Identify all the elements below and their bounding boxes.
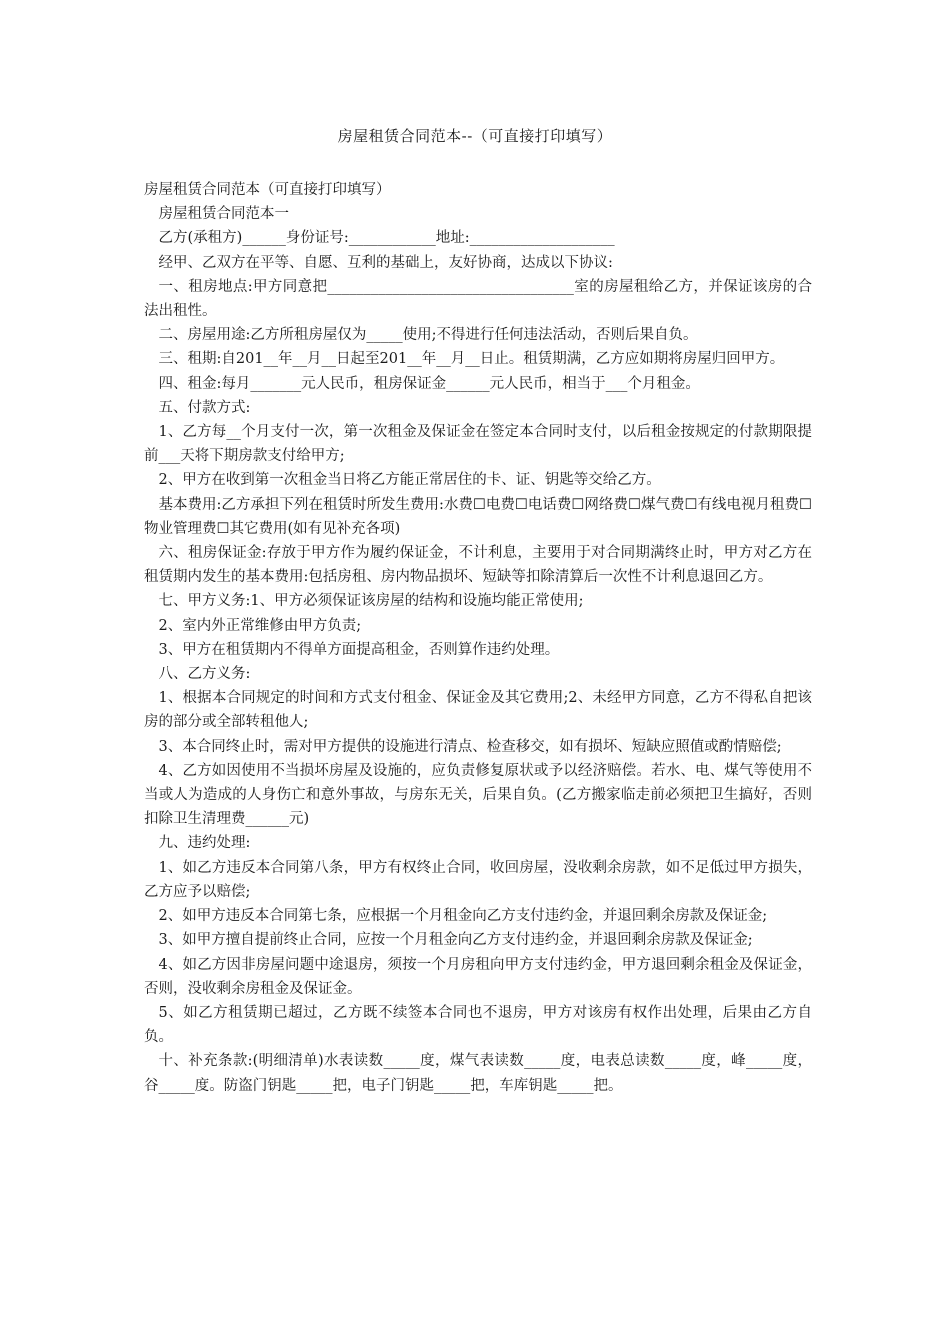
paragraph: 基本费用:乙方承担下列在租赁时所发生费用:水费☐电费☐电话费☐网络费☐煤气费☐有线电视月租费☐物业管理费☐其它费用(如有见补充各项) xyxy=(144,496,812,537)
paragraph: 房屋租赁合同范本一 xyxy=(158,206,289,223)
paragraph: 4、如乙方因非房屋问题中途退房，须按一个月房租向甲方支付违约金，甲方退回剩余租金及保证金，否则，没收剩余房租金及保证金。 xyxy=(144,956,812,997)
paragraph: 2、室内外正常维修由甲方负责; xyxy=(158,617,362,634)
paragraph: 一、租房地点:甲方同意把__________________________________室的房屋租给乙方，并保证该房的合法出租性。 xyxy=(144,278,812,320)
paragraph: 3、如甲方擅自提前终止合同，应按一个月租金向乙方支付违约金，并退回剩余房款及保证金; xyxy=(158,932,753,949)
paragraph: 3、甲方在租赁期内不得单方面提高租金，否则算作违约处理。 xyxy=(158,641,560,658)
paragraph: 2、甲方在收到第一次租金当日将乙方能正常居住的卡、证、钥匙等交给乙方。 xyxy=(158,472,661,489)
paragraph: 九、违约处理: xyxy=(158,835,251,852)
paragraph: 八、乙方义务: xyxy=(158,666,251,683)
paragraph: 房屋租赁合同范本（可直接打印填写） xyxy=(144,182,391,198)
paragraph: 五、付款方式: xyxy=(158,399,251,416)
paragraph: 1、如乙方违反本合同第八条，甲方有权终止合同，收回房屋，没收剩余房款，如不足低过甲方损失，乙方应予以赔偿; xyxy=(144,859,812,900)
paragraph: 三、租期:自201__年__月__日起至201__年__月__日止。租赁期满，乙方应如期将房屋归回甲方。 xyxy=(158,351,785,368)
paragraph: 六、租房保证金:存放于甲方作为履约保证金，不计利息，主要用于对合同期满终止时，甲方对乙方在租赁期内发生的基本费用:包括房租、房内物品损坏、短缺等扣除清算后一次性不计利息退回乙方。 xyxy=(144,545,812,586)
document-body xyxy=(144,178,812,1098)
paragraph: 3、本合同终止时，需对甲方提供的设施进行清点、检查移交，如有损坏、短缺应照值或酌情赔偿; xyxy=(158,738,782,755)
paragraph: 七、甲方义务:1、甲方必须保证该房屋的结构和设施均能正常使用; xyxy=(158,593,584,610)
paragraph: 乙方(承租方)______身份证号:____________地址:____________________ xyxy=(158,230,615,247)
paragraph: 1、根据本合同规定的时间和方式支付租金、保证金及其它费用;2、未经甲方同意，乙方不得私自把该房的部分或全部转租他人; xyxy=(144,690,812,731)
paragraph: 经甲、乙双方在平等、自愿、互利的基础上，友好协商，达成以下协议: xyxy=(158,254,613,271)
paragraph: 四、租金:每月_______元人民币，租房保证金______元人民币，相当于___个月租金。 xyxy=(158,375,700,392)
paragraph: 二、房屋用途:乙方所租房屋仅为_____使用;不得进行任何违法活动，否则后果自负。 xyxy=(158,327,698,344)
paragraph: 4、乙方如因使用不当损坏房屋及设施的，应负责修复原状或予以经济赔偿。若水、电、煤气等使用不当或人为造成的人身伤亡和意外事故，与房东无关，后果自负。(乙方搬家临走前必须把卫生搞好，否则扣除卫生清理费______元) xyxy=(144,762,812,828)
paragraph: 5、如乙方租赁期已超过，乙方既不续签本合同也不退房，甲方对该房有权作出处理，后果由乙方自负。 xyxy=(144,1004,812,1046)
document-title: 房屋租赁合同范本--（可直接打印填写） xyxy=(337,127,613,145)
paragraph: 1、乙方每__个月支付一次，第一次租金及保证金在签定本合同时支付，以后租金按规定的付款期限提前___天将下期房款支付给甲方; xyxy=(144,424,812,465)
paragraph: 2、如甲方违反本合同第七条，应根据一个月租金向乙方支付违约金，并退回剩余房款及保证金; xyxy=(158,908,768,925)
paragraph: 十、补充条款:(明细清单)水表读数_____度，煤气表读数_____度，电表总读数_____度，峰_____度，谷_____度。防盗门钥匙_____把，电子门钥匙_____把，车库钥匙_____把。 xyxy=(144,1053,812,1094)
